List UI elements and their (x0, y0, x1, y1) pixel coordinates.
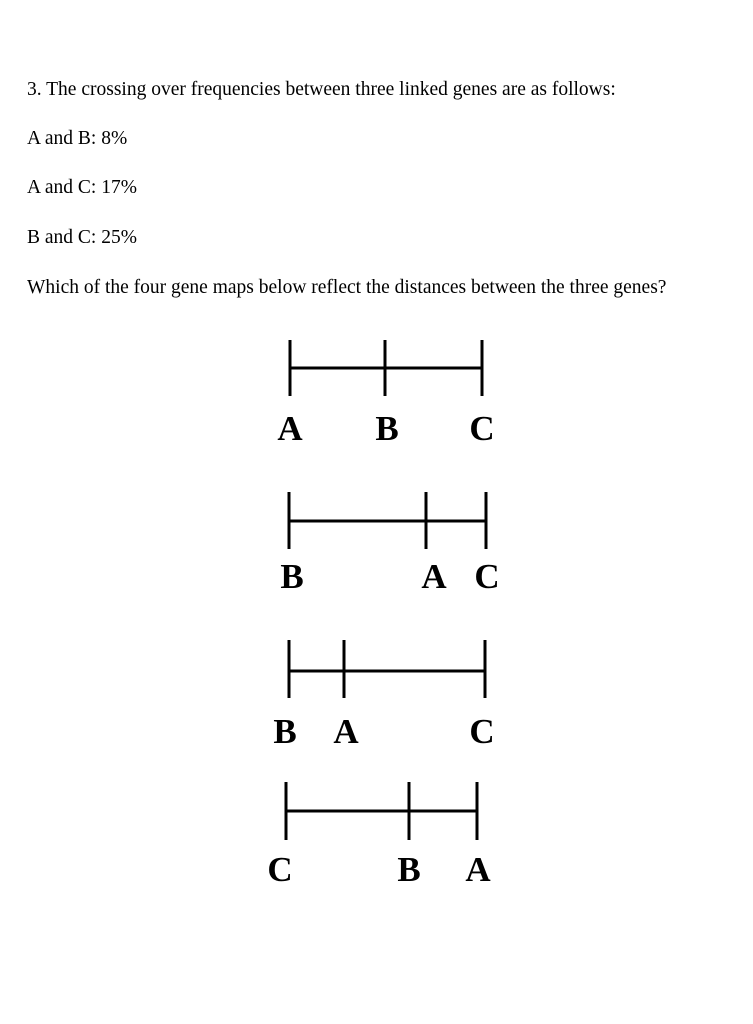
gene-label: C (469, 409, 495, 448)
gene-label: C (474, 557, 500, 596)
frequency-a-c: A and C: 17% (27, 177, 137, 198)
gene-map-2[interactable] (280, 492, 499, 596)
gene-label: A (465, 850, 491, 889)
question-stem: 3. The crossing over frequencies between three linked genes are as follows: (27, 79, 616, 100)
gene-map-4[interactable] (267, 782, 491, 889)
frequency-b-c: B and C: 25% (27, 227, 137, 248)
gene-label: B (375, 409, 399, 448)
gene-label: C (267, 850, 293, 889)
gene-label: B (273, 712, 297, 751)
gene-label: B (280, 557, 304, 596)
question-prompt: Which of the four gene maps below reflect the distances between the three genes? (27, 277, 667, 298)
gene-label: A (421, 557, 447, 596)
gene-label: B (397, 850, 421, 889)
gene-map-1[interactable] (277, 340, 494, 448)
frequency-a-b: A and B: 8% (27, 128, 128, 149)
gene-map-3[interactable] (273, 640, 494, 751)
gene-label: A (277, 409, 303, 448)
gene-label: C (469, 712, 495, 751)
gene-label: A (333, 712, 359, 751)
